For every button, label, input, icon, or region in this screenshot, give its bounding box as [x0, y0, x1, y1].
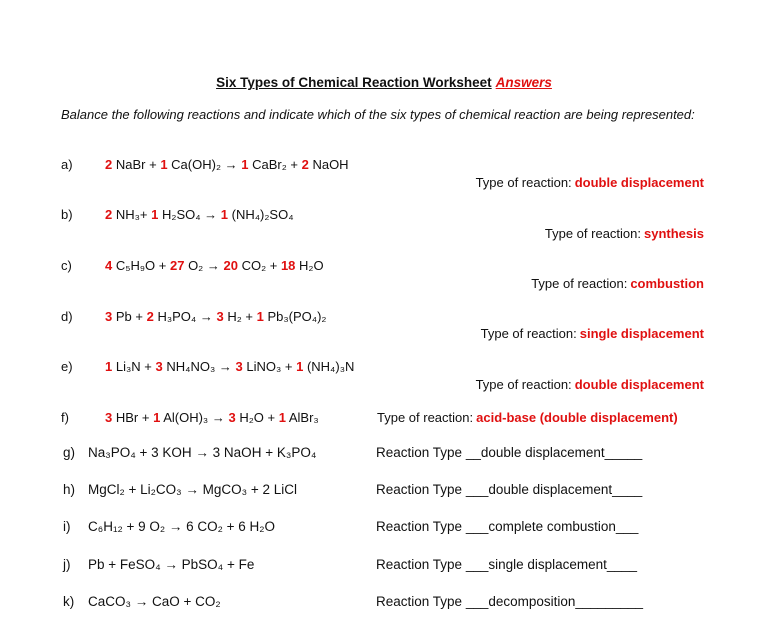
reactant: Pb + — [115, 309, 143, 324]
equation-d — [105, 309, 326, 324]
product: Pb₃(PO₄)₂ — [267, 309, 327, 324]
reactant: HBr + — [115, 410, 150, 425]
coefficient: 20 — [223, 258, 238, 273]
reaction-type-j — [376, 557, 637, 572]
product: CO₂ + — [241, 258, 278, 273]
reaction-type-h — [376, 482, 642, 497]
reactant: NH₃+ — [115, 207, 148, 222]
coefficient: 1 — [220, 207, 229, 222]
coefficient: 1 — [153, 410, 161, 425]
item-label: h) — [63, 482, 76, 497]
product: (NH₄)₂SO₄ — [231, 207, 294, 222]
instructions: Balance the following reactions and indicate which of the six types of chemical reaction are being represented: — [61, 107, 695, 122]
coefficient: 3 — [235, 359, 243, 374]
product: AlBr₃ — [288, 410, 319, 425]
coefficient: 2 — [301, 157, 309, 172]
item-label: b) — [61, 207, 73, 222]
item-label: d) — [61, 309, 73, 324]
type-label: Reaction Type — [376, 519, 463, 534]
answers-label: Answers — [495, 75, 552, 90]
coefficient: 18 — [280, 258, 296, 273]
coefficient: 1 — [296, 359, 304, 374]
equation-e — [105, 359, 354, 374]
reactant: O₂ → — [188, 258, 220, 273]
equation-j: Pb + FeSO₄ → PbSO₄ + Fe — [88, 557, 255, 572]
coefficient: 1 — [105, 359, 113, 374]
reaction-type-e — [476, 377, 704, 392]
product: (NH₄)₃N — [306, 359, 355, 374]
item-label: e) — [61, 359, 73, 374]
reaction-type-d — [481, 326, 704, 341]
type-answer: synthesis — [644, 226, 704, 241]
worksheet-title — [0, 75, 768, 90]
product: CaBr₂ + — [252, 157, 298, 172]
item-label: k) — [63, 594, 75, 609]
coefficient: 2 — [146, 309, 154, 324]
reaction-type-b — [545, 226, 704, 241]
type-label: Reaction Type — [376, 594, 463, 609]
reaction-type-a — [476, 175, 704, 190]
type-answer: acid-base (double displacement) — [476, 410, 678, 425]
reaction-type-k — [376, 594, 643, 609]
type-answer: ___decomposition_________ — [465, 594, 643, 609]
coefficient: 3 — [228, 410, 236, 425]
reaction-type-g — [376, 445, 642, 460]
equation-b — [105, 207, 294, 222]
coefficient: 3 — [155, 359, 163, 374]
coefficient: 1 — [151, 207, 159, 222]
type-label: Type of reaction: — [480, 326, 577, 341]
product: LiNO₃ + — [246, 359, 293, 374]
title-text: Six Types of Chemical Reaction Worksheet — [216, 75, 492, 90]
reactant: Ca(OH)₂ → — [171, 157, 238, 172]
type-label: Type of reaction: — [377, 410, 474, 425]
type-answer: ___double displacement____ — [465, 482, 643, 497]
equation-h: MgCl₂ + Li₂CO₃ → MgCO₃ + 2 LiCl — [88, 482, 298, 497]
reactant: H₃PO₄ → — [157, 309, 213, 324]
item-label: g) — [63, 445, 76, 460]
reactant: C₅H₉O + — [115, 258, 167, 273]
coefficient: 1 — [241, 157, 249, 172]
item-label: j) — [63, 557, 71, 572]
equation-a — [105, 157, 349, 172]
equation-c — [105, 258, 324, 273]
coefficient: 1 — [278, 410, 286, 425]
coefficient: 3 — [105, 410, 113, 425]
reaction-type-f — [377, 410, 678, 425]
coefficient: 3 — [216, 309, 224, 324]
type-label: Type of reaction: — [544, 226, 642, 241]
reactant: Al(OH)₃ → — [163, 410, 225, 425]
product: H₂O + — [239, 410, 276, 425]
type-label: Type of reaction: — [475, 175, 572, 190]
equation-k: CaCO₃ → CaO + CO₂ — [88, 594, 221, 609]
equation-g: Na₃PO₄ + 3 KOH → 3 NaOH + K₃PO₄ — [88, 445, 317, 460]
reaction-type-c — [531, 276, 704, 291]
equation-i: C₆H₁₂ + 9 O₂ → 6 CO₂ + 6 H₂O — [88, 519, 276, 534]
reactant: H₂SO₄ → — [162, 207, 218, 222]
type-answer: __double displacement_____ — [465, 445, 643, 460]
reactant: NH₄NO₃ → — [166, 359, 232, 374]
coefficient: 3 — [105, 309, 113, 324]
reactant: Li₃N + — [115, 359, 152, 374]
reactant: NaBr + — [115, 157, 157, 172]
coefficient: 2 — [105, 157, 113, 172]
product: H₂O — [299, 258, 324, 273]
type-label: Type of reaction: — [531, 276, 628, 291]
type-answer: combustion — [630, 276, 704, 291]
coefficient: 27 — [169, 258, 185, 273]
type-label: Reaction Type — [376, 557, 463, 572]
item-label: i) — [63, 519, 71, 534]
coefficient: 2 — [105, 207, 113, 222]
item-label: c) — [61, 258, 72, 273]
type-label: Reaction Type — [376, 482, 463, 497]
item-label: f) — [61, 410, 69, 425]
product: H₂ + — [227, 309, 253, 324]
type-answer: double displacement — [574, 175, 704, 190]
type-label: Reaction Type — [376, 445, 463, 460]
type-answer: single displacement — [579, 326, 704, 341]
type-answer: double displacement — [574, 377, 704, 392]
coefficient: 4 — [105, 258, 113, 273]
product: NaOH — [312, 157, 349, 172]
type-answer: ___single displacement____ — [465, 557, 637, 572]
equation-f — [105, 410, 319, 425]
item-label: a) — [61, 157, 73, 172]
coefficient: 1 — [160, 157, 168, 172]
type-label: Type of reaction: — [475, 377, 572, 392]
reaction-type-i — [376, 519, 638, 534]
coefficient: 1 — [256, 309, 264, 324]
type-answer: ___complete combustion___ — [465, 519, 639, 534]
